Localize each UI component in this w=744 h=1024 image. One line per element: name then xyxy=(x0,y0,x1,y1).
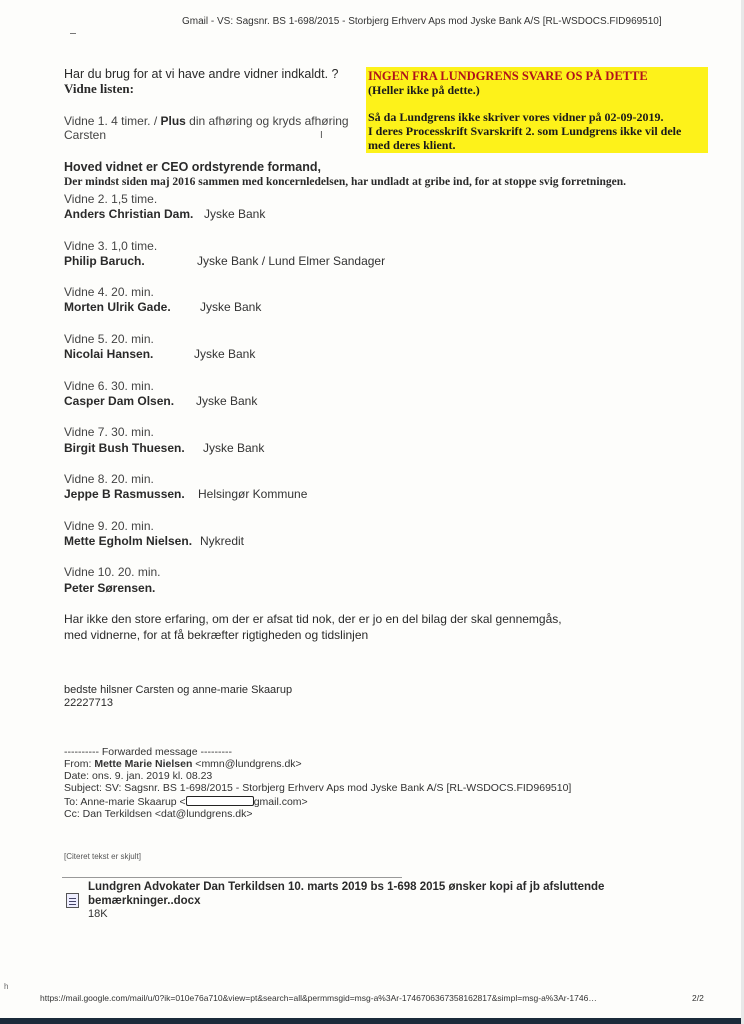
forwarded-cc: Cc: Dan Terkildsen <dat@lundgrens.dk> xyxy=(64,808,253,820)
highlight-line-1: INGEN FRA LUNDGRENS SVARE OS PÅ DETTE xyxy=(368,69,648,83)
witness-3-label: Vidne 3. 1,0 time. xyxy=(64,239,158,253)
witness-8-label: Vidne 8. 20. min. xyxy=(64,472,154,486)
witness-1-plus: Plus xyxy=(160,114,186,128)
highlight-line-3: Så da Lundgrens ikke skriver vores vidner på 02-09-2019. xyxy=(368,110,664,124)
margin-mark: h xyxy=(4,982,9,991)
witness-1-label-rest: din afhøring og kryds afhøring xyxy=(185,114,349,128)
text-cursor-icon: I xyxy=(320,130,323,141)
witness-10-name: Peter Sørensen. xyxy=(64,581,156,595)
witness-9-name: Mette Egholm Nielsen. xyxy=(64,534,193,548)
highlight-line-4: I deres Processkrift Svarskrift 2. som Lundgrens ikke vil dele xyxy=(368,124,682,138)
forwarded-subject: Subject: SV: Sagsnr. BS 1-698/2015 - Storbjerg Erhverv Aps mod Jyske Bank A/S [RL-WSDOCS.FID969510] xyxy=(64,782,572,794)
forwarded-to-prefix: To: Anne-marie Skaarup < xyxy=(64,796,186,808)
witness-5-name: Nicolai Hansen. xyxy=(64,347,154,361)
closing-line-2: med vidnerne, for at få bekræfter rigtigheden og tidslinjen xyxy=(64,628,369,642)
witness-3-org: Jyske Bank / Lund Elmer Sandager xyxy=(197,254,386,268)
witness-7-org: Jyske Bank xyxy=(203,441,265,455)
witness-1-name: Carsten xyxy=(64,128,107,142)
main-witness-line-1: Hoved vidnet er CEO ordstyrende formand, xyxy=(64,160,321,174)
page-header-title: Gmail - VS: Sagsnr. BS 1-698/2015 - Storbjerg Erhverv Aps mod Jyske Bank A/S [RL-WSDOCS.FID969510] xyxy=(182,16,662,27)
forwarded-from-email[interactable]: <mmn@lundgrens.dk> xyxy=(192,758,302,770)
forwarded-from-name: Mette Marie Nielsen xyxy=(94,758,193,770)
witness-1-label xyxy=(64,114,349,128)
witness-8-org: Helsingør Kommune xyxy=(198,487,308,501)
witness-5-org: Jyske Bank xyxy=(194,347,256,361)
closing-line-1: Har ikke den store erfaring, om der er afsat tid nok, der er jo en del bilag der skal gennemgås, xyxy=(64,612,562,626)
witness-4-label: Vidne 4. 20. min. xyxy=(64,285,154,299)
witness-3-name: Philip Baruch. xyxy=(64,254,145,268)
footer-url[interactable]: https://mail.google.com/mail/u/0?ik=010e76a710&view=pt&search=all&permmsgid=msg-a%3Ar-1746706367358162817&simpl=msg-a%3Ar-1746… xyxy=(40,993,597,1003)
forwarded-to xyxy=(64,796,308,809)
witness-2-org: Jyske Bank xyxy=(204,207,266,221)
highlight-line-5: med deres klient. xyxy=(368,138,456,152)
scan-mark xyxy=(70,33,76,34)
quoted-text-hidden[interactable]: [Citeret tekst er skjult] xyxy=(64,852,141,861)
signature-phone: 22227713 xyxy=(64,697,113,709)
witness-10-label: Vidne 10. 20. min. xyxy=(64,565,161,579)
witness-list-title: Vidne listen: xyxy=(64,81,134,96)
witness-2-name: Anders Christian Dam. xyxy=(64,207,194,221)
witness-1-label-text: Vidne 1. 4 timer. / xyxy=(64,114,161,128)
signature-greeting: bedste hilsner Carsten og anne-marie Skaarup xyxy=(64,684,293,696)
forwarded-from-label: From: xyxy=(64,758,95,770)
word-document-icon[interactable] xyxy=(66,893,79,908)
highlight-line-2: (Heller ikke på dette.) xyxy=(368,83,480,97)
footer-page-number: 2/2 xyxy=(692,993,704,1003)
highlight-note xyxy=(366,67,708,153)
witness-7-name: Birgit Bush Thuesen. xyxy=(64,441,185,455)
forwarded-date: Date: ons. 9. jan. 2019 kl. 08.23 xyxy=(64,770,213,782)
witness-5-label: Vidne 5. 20. min. xyxy=(64,332,154,346)
witness-9-label: Vidne 9. 20. min. xyxy=(64,519,154,533)
main-witness-line-2: Der mindst siden maj 2016 sammen med koncernledelsen, har undladt at gribe ind, for at stoppe svig forretningen. xyxy=(64,176,627,188)
witness-7-label: Vidne 7. 30. min. xyxy=(64,425,154,439)
redacted-email-box xyxy=(186,796,254,806)
attachment-name-line-2[interactable]: bemærkninger..docx xyxy=(88,895,201,907)
forwarded-to-suffix: gmail.com> xyxy=(253,796,308,808)
attachment-name-line-1[interactable]: Lundgren Advokater Dan Terkildsen 10. marts 2019 bs 1-698 2015 ønsker kopi af jb afsluttende xyxy=(88,881,605,893)
attachment-divider xyxy=(62,877,402,878)
witness-4-org: Jyske Bank xyxy=(200,300,262,314)
scan-bottom-edge xyxy=(0,1018,744,1024)
witness-8-name: Jeppe B Rasmussen. xyxy=(64,487,185,501)
attachment-size: 18K xyxy=(88,908,108,920)
witness-2-label: Vidne 2. 1,5 time. xyxy=(64,192,158,206)
witness-6-name: Casper Dam Olsen. xyxy=(64,394,175,408)
witness-4-name: Morten Ulrik Gade. xyxy=(64,300,171,314)
forwarded-from xyxy=(64,759,302,771)
intro-question: Har du brug for at vi have andre vidner indkaldt. ? xyxy=(64,67,339,81)
witness-6-label: Vidne 6. 30. min. xyxy=(64,379,154,393)
witness-6-org: Jyske Bank xyxy=(196,394,258,408)
witness-9-org: Nykredit xyxy=(200,534,245,548)
forwarded-divider: ---------- Forwarded message --------- xyxy=(64,746,232,758)
